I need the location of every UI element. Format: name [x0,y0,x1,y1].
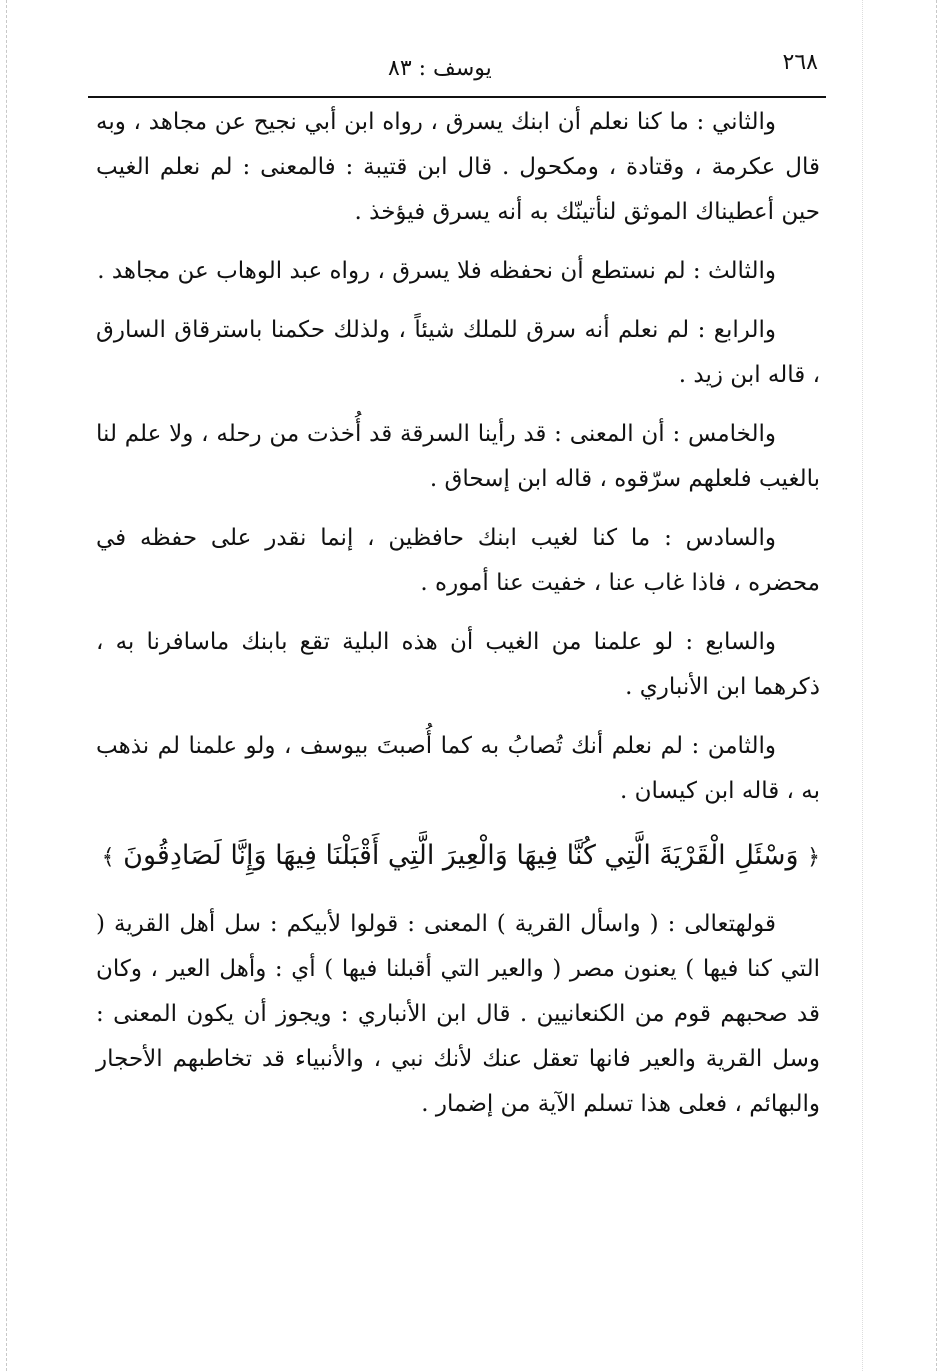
page-body [96,100,820,1141]
paragraph-second-opinion: والثاني : ما كنا نعلم أن ابنك يسرق ، رواه ابن أبي نجيح عن مجاهد ، وبه قال عكرمة ، وقتادة ، ومكحول . قال ابن قتيبة : فالمعنى : لم نعلم الغيب حين أعطيناك الموثق لنأتينّك به أنه يسرق فيؤخذ . [96,109,820,225]
verse-close-bracket: ﴾ [101,845,115,870]
paragraph-third-opinion: والثالث : لم نستطع أن نحفظه فلا يسرق ، رواه عبد الوهاب عن مجاهد . [97,258,776,284]
paragraph-eighth-opinion: والثامن : لم نعلم أنك تُصابُ به كما أُصبتَ بيوسف ، ولو علمنا لم نذهب به ، قاله ابن كيسان . [96,733,820,804]
paragraph-commentary: قولهتعالى : ( واسأل القرية ) المعنى : قولوا لأبيكم : سل أهل القرية ( التي كنا فيها ) يعنون مصر ( والعير التي أقبلنا فيها ) أي : وأهل العير ، وكان قد صحبهم قوم من الكنعانيين . قال ابن الأنباري : ويجوز أن يكون المعنى : وسل القرية والعير فانها تعقل عنك لأنك نبي ، والأنبياء قد تخاطبهم الأحجار والبهائم ، فعلى هذا تسلم الآية من إضمار . [96,911,820,1117]
paragraph-fourth-opinion: والرابع : لم نعلم أنه سرق للملك شيئاً ، ولذلك حكمنا باسترقاق السارق ، قاله ابن زيد . [96,317,820,388]
scan-margin-right [936,0,937,1371]
page-number: ٢٦٨ [782,50,818,75]
paragraph-sixth-opinion: والسادس : ما كنا لغيب ابنك حافظين ، إنما نقدر على حفظه في محضره ، فاذا غاب عنا ، خفيت عنا أموره . [96,525,820,596]
verse-open-bracket: ﴿ [807,845,820,870]
scan-guide-line [862,0,863,1371]
running-title: يوسف : ٨٣ [388,56,492,81]
paragraph-seventh-opinion: والسابع : لو علمنا من الغيب أن هذه البلية تقع بابنك ماسافرنا به ، ذكرهما ابن الأنباري . [96,629,820,700]
scan-margin-left [6,0,7,1371]
paragraph-fifth-opinion: والخامس : أن المعنى : قد رأينا السرقة قد أُخذت من رحله ، ولا علم لنا بالغيب فلعلهم سرّقوه ، قاله ابن إسحاق . [96,421,820,492]
page-header [88,50,826,98]
quran-verse [96,828,820,886]
verse-text: وَسْئَلِ الْقَرْيَةَ الَّتِي كُنَّا فِيهَا وَالْعِيرَ الَّتِي أَقْبَلْنَا فِيهَا وَإِنَّا لَصَادِقُونَ [123,840,799,871]
